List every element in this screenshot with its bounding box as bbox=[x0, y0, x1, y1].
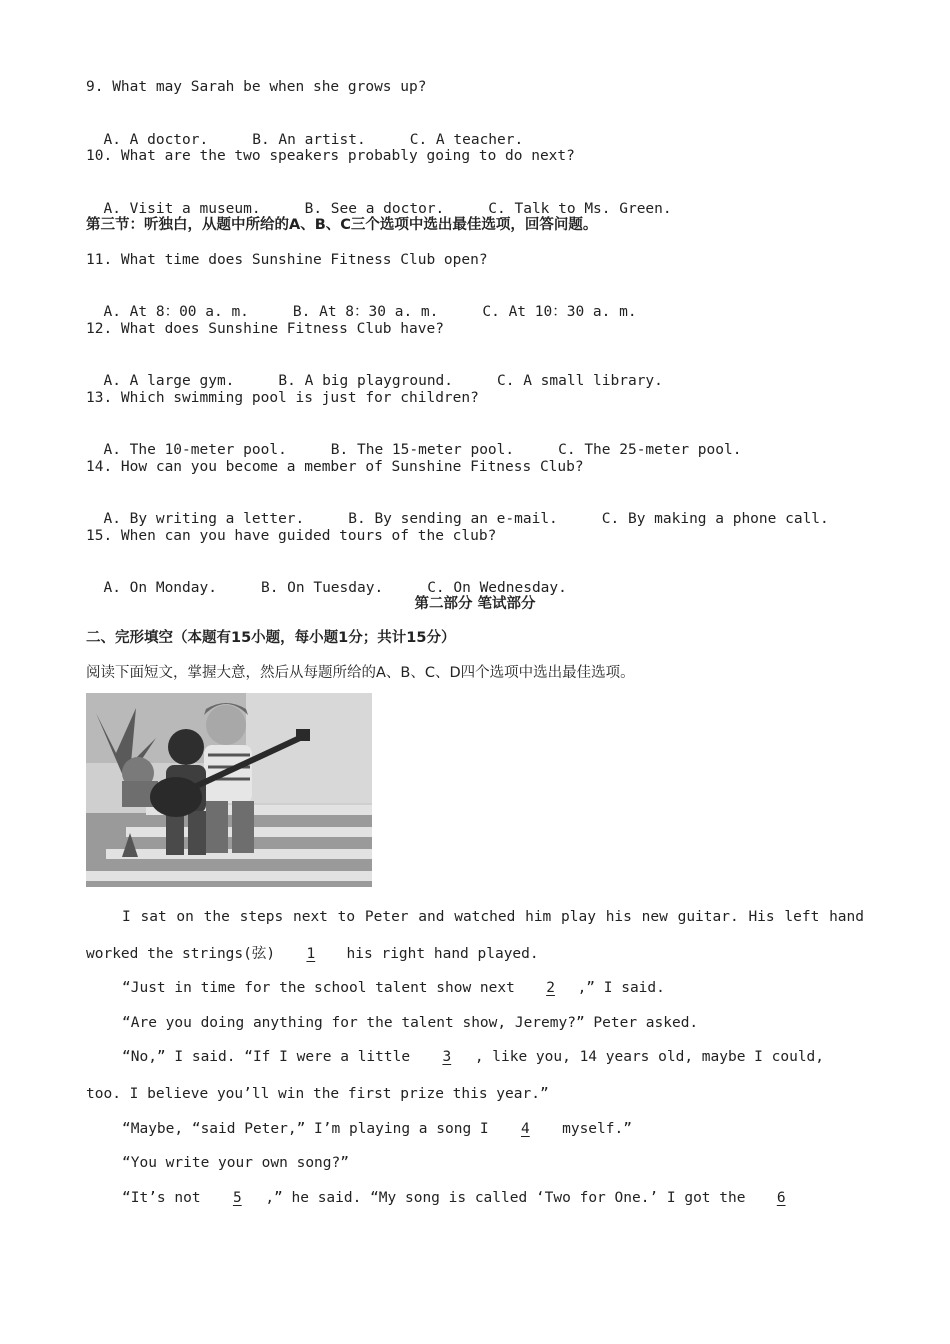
option-c: C. At 10：30 a. m. bbox=[482, 304, 637, 320]
option-b: B. The 15-meter pool. bbox=[330, 442, 515, 458]
option-b: B. By sending an e-mail. bbox=[348, 511, 558, 527]
option-c: C. A small library. bbox=[497, 373, 663, 389]
passage-line-3: “Just in time for the school talent show next 2 ,” I said. bbox=[122, 980, 665, 996]
question-14: 14. How can you become a member of Sunshine Fitness Club? bbox=[86, 459, 584, 475]
question-12: 12. What does Sunshine Fitness Club have? bbox=[86, 321, 444, 337]
option-c: C. The 25-meter pool. bbox=[558, 442, 742, 458]
option-c: C. By making a phone call. bbox=[601, 511, 829, 527]
question-14-options bbox=[86, 492, 829, 528]
question-9: 9. What may Sarah be when she grows up? bbox=[86, 79, 427, 95]
question-10: 10. What are the two speakers probably going to do next? bbox=[86, 148, 575, 164]
blank-6[interactable]: 6 bbox=[776, 1190, 786, 1206]
passage-line-7: “Maybe, “said Peter,” I’m playing a song I 4 myself.” bbox=[122, 1121, 632, 1137]
option-b: B. See a doctor. bbox=[304, 201, 445, 217]
part-title: 第二部分 笔试部分 bbox=[414, 596, 536, 612]
question-11-options bbox=[86, 285, 637, 321]
option-c: C. Talk to Ms. Green. bbox=[488, 201, 672, 217]
passage-line-4: “Are you doing anything for the talent show, Jeremy?” Peter asked. bbox=[122, 1015, 699, 1031]
question-12-options bbox=[86, 354, 663, 390]
blank-1[interactable]: 1 bbox=[306, 946, 316, 962]
instruction: 阅读下面短文，掌握大意，然后从每题所给的A、B、C、D四个选项中选出最佳选项。 bbox=[86, 665, 635, 681]
question-10-options bbox=[86, 182, 672, 218]
blank-4[interactable]: 4 bbox=[521, 1121, 530, 1137]
passage-line-8: “You write your own song?” bbox=[122, 1155, 349, 1171]
passage-line-9: “It’s not 5 ,” he said. “My song is called ‘Two for One.’ I got the 6 bbox=[122, 1189, 808, 1207]
option-a: A. At 8：00 a. m. bbox=[103, 304, 249, 320]
option-a: A. On Monday. bbox=[103, 580, 217, 596]
section-title: 二、完形填空（本题有15小题，每小题1分；共计15分） bbox=[86, 630, 456, 646]
option-b: B. An artist. bbox=[252, 132, 366, 148]
question-15-options bbox=[86, 561, 567, 597]
option-b: B. On Tuesday. bbox=[260, 580, 384, 596]
option-a: A. Visit a museum. bbox=[103, 201, 261, 217]
blank-3[interactable]: 3 bbox=[442, 1049, 452, 1065]
option-a: A. A large gym. bbox=[103, 373, 235, 389]
option-c: C. A teacher. bbox=[409, 132, 524, 148]
section-3-title: 第三节：听独白，从题中所给的A、B、C三个选项中选出最佳选项，回答问题。 bbox=[86, 217, 598, 233]
question-15: 15. When can you have guided tours of the club? bbox=[86, 528, 497, 544]
blank-2[interactable]: 2 bbox=[546, 980, 555, 996]
guitar-boys-illustration bbox=[86, 693, 372, 887]
option-c: C. On Wednesday. bbox=[427, 580, 567, 596]
passage-line-1: I sat on the steps next to Peter and watched him play his new guitar. His left hand bbox=[122, 909, 864, 925]
option-b: B. At 8：30 a. m. bbox=[292, 304, 439, 320]
question-9-options bbox=[86, 113, 523, 149]
blank-5[interactable]: 5 bbox=[232, 1190, 242, 1206]
passage-line-5: “No,” I said. “If I were a little 3 , like you, 14 years old, maybe I could, bbox=[122, 1049, 825, 1065]
question-11: 11. What time does Sunshine Fitness Club open? bbox=[86, 252, 488, 268]
passage-line-6: too. I believe you’ll win the first prize this year.” bbox=[86, 1086, 549, 1102]
option-a: A. By writing a letter. bbox=[103, 511, 305, 527]
question-13-options bbox=[86, 423, 741, 459]
option-a: A. The 10-meter pool. bbox=[103, 442, 287, 458]
option-b: B. A big playground. bbox=[278, 373, 454, 389]
option-a: A. A doctor. bbox=[103, 132, 209, 148]
passage-line-2: worked the strings(弦) 1 his right hand played. bbox=[86, 946, 539, 962]
question-13: 13. Which swimming pool is just for children? bbox=[86, 390, 479, 406]
